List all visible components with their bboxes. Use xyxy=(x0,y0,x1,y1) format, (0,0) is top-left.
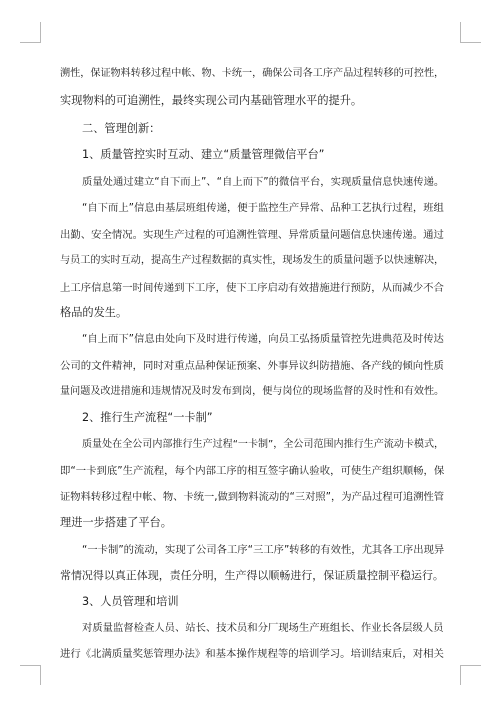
body-line: “自下而上”信息由基层班组传递，便于监控生产异常、品种工艺执行过程，班组 xyxy=(82,202,444,214)
crop-mark-top-right-vertical xyxy=(460,22,461,42)
crop-mark-top-right-horizontal xyxy=(460,42,481,43)
body-line: “自上而下”信息由处向下及时进行传递，向员工弘扬质量管控先进典范及时传达 xyxy=(82,333,444,345)
body-line: 理进一步搭建了平台。 xyxy=(60,516,172,529)
body-line: 量问题及改进措施和违规情况及时发布到岗，便与岗位的现场监督的及时性和有效性。 xyxy=(60,386,445,397)
body-line: 对质量监督检查人员、站长、技术员和分厂现场生产班组长、作业长各层级人员 xyxy=(82,622,444,634)
body-line: 进行《北满质量奖惩管理办法》和基本操作规程等的培训学习。培训结束后，对相关 xyxy=(60,648,444,660)
section-heading: 二、管理创新： xyxy=(82,122,161,135)
body-line: 质量处在全公司内部推行生产过程“一卡制”，全公司范围内推行生产流动卡模式， xyxy=(82,439,445,450)
crop-mark-bottom-left-horizontal xyxy=(20,665,41,666)
subsection-heading: 3、人员管理和培训 xyxy=(82,595,179,608)
crop-mark-bottom-left-vertical xyxy=(40,665,41,685)
body-line: 公司的文件精神，同时对重点品种保证预案、外事异议纠防措施、各产线的倾向性质 xyxy=(60,360,444,372)
crop-mark-bottom-right-horizontal xyxy=(460,665,481,666)
body-line: 证物料转移过程中帐、物、卡统一,做到物料流动的“三对照”，为产品过程可追溯性管 xyxy=(60,491,445,503)
body-line: “一卡制”的流动，实现了公司各工序“三工序”转移的有效性，尤其各工序出现异 xyxy=(82,544,445,556)
body-line: 实现物料的可追溯性，最终实现公司内基础管理水平的提升。 xyxy=(60,94,363,107)
subsection-heading: 1、质量管控实时互动、建立“质量管理微信平台” xyxy=(82,148,325,161)
body-line: 即“一卡到底”生产流程，每个内部工序的相互签字确认验收，可使生产组织顺畅，保 xyxy=(60,465,445,477)
body-line: 格品的发生。 xyxy=(60,306,128,319)
crop-mark-bottom-right-vertical xyxy=(460,665,461,685)
body-line: 上工序信息第一时间传递到下工序，使下工序启动有效措施进行预防，从而减少不合 xyxy=(60,282,444,294)
body-line: 出勤、安全情况。实现生产过程的可追溯性管理、异常质量问题信息快速传递。通过 xyxy=(60,229,444,241)
crop-mark-top-left-horizontal xyxy=(20,42,41,43)
body-line: 常情况得以真正体现，责任分明，生产得以顺畅进行，保证质量控制平稳运行。 xyxy=(60,569,444,582)
crop-mark-top-left-vertical xyxy=(40,22,41,42)
body-line: 质量处通过建立“自下而上”、“自上而下”的微信平台，实现质量信息快速传递。 xyxy=(82,176,445,188)
subsection-heading: 2、推行生产流程“一卡制” xyxy=(82,411,213,424)
body-line: 与员工的实时互动，提高生产过程数据的真实性，现场发生的质量问题予以快速解决， xyxy=(60,255,445,266)
body-line: 溯性，保证物料转移过程中帐、物、卡统一，确保公司各工序产品过程转移的可控性， xyxy=(60,68,445,79)
